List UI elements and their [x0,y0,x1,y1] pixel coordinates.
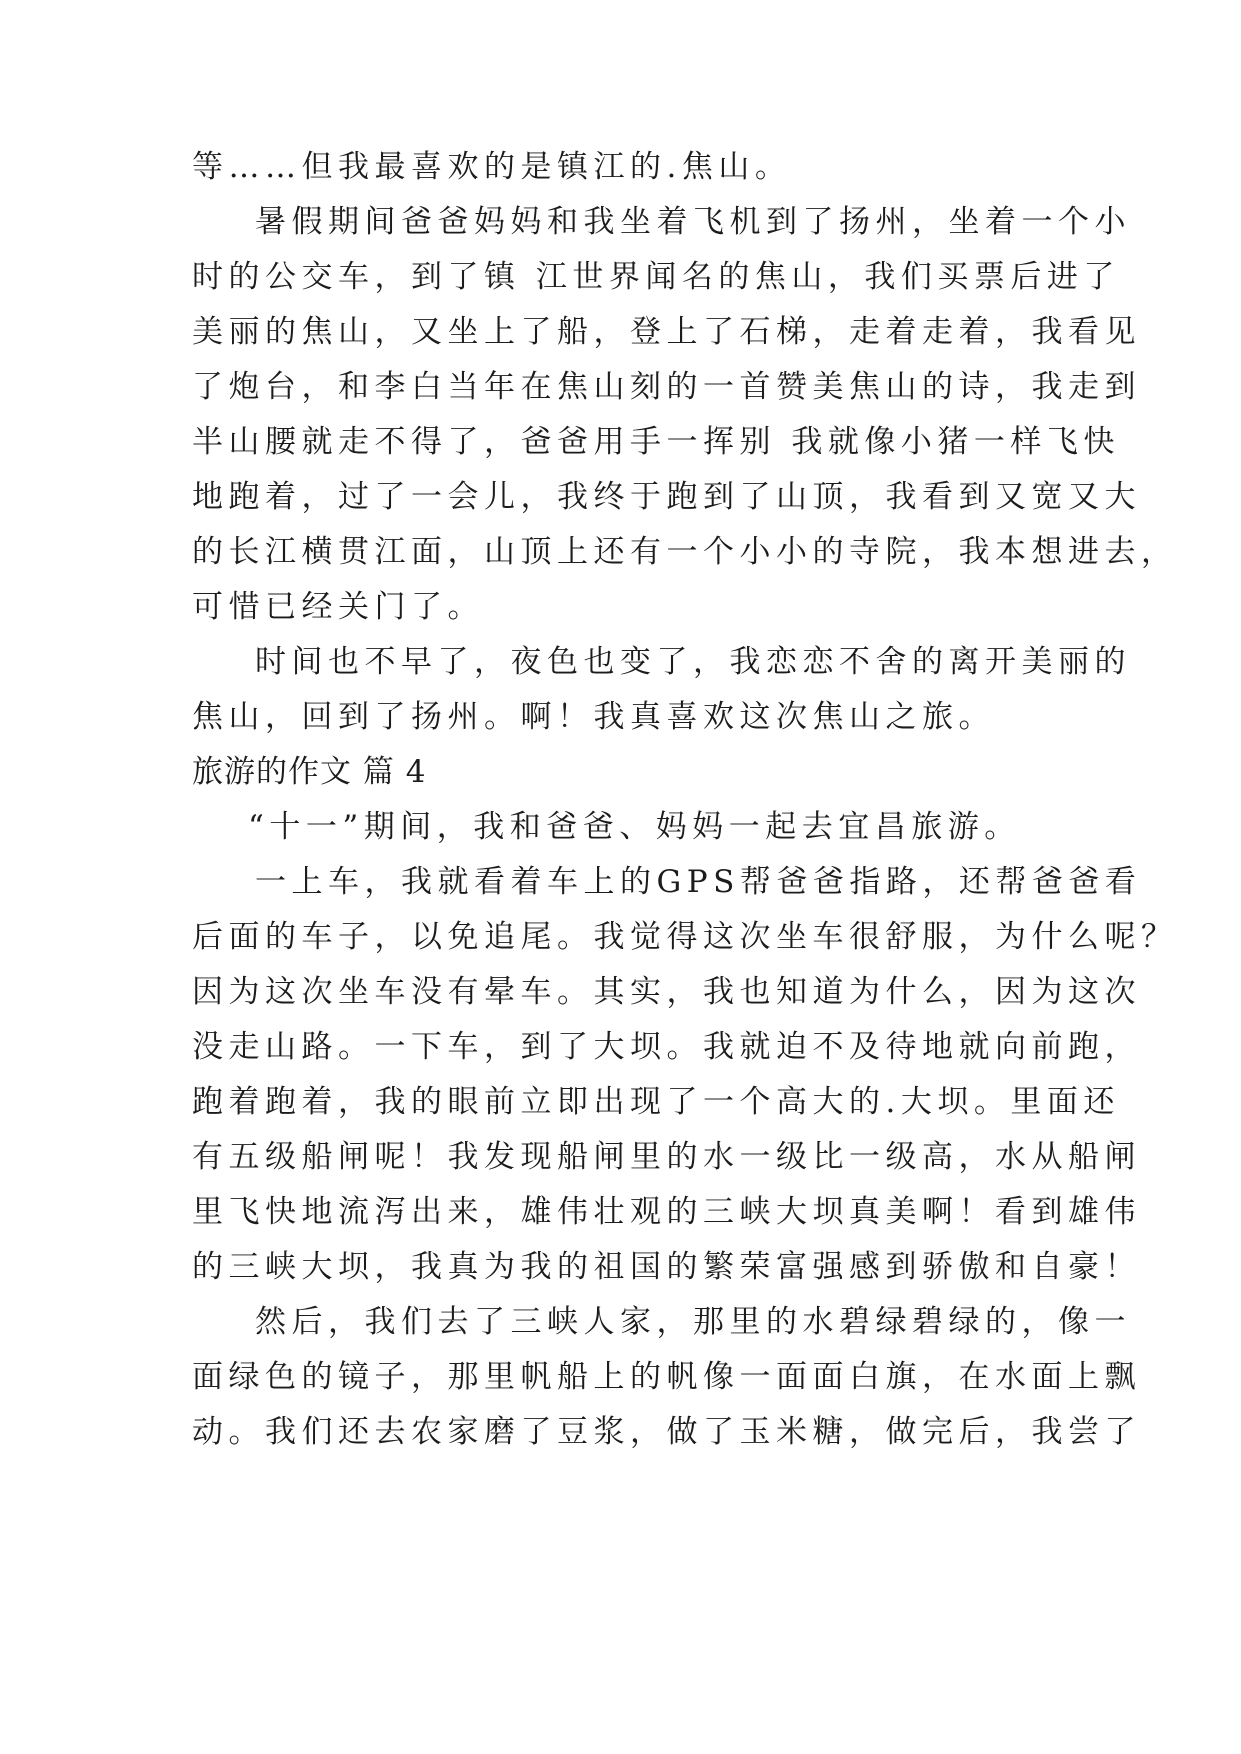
paragraph-line: 然后，我们去了三峡人家，那里的水碧绿碧绿的，像一 [255,1304,1131,1340]
paragraph-line: 跑着跑着，我的眼前立即出现了一个高大的.大坝。里面还 [192,1084,1120,1120]
paragraph-line: 等……但我最喜欢的是镇江的.焦山。 [192,149,792,185]
paragraph-line: 的长江横贯江面，山顶上还有一个小小的寺院，我本想进去， [192,534,1178,570]
paragraph-line: 时的公交车，到了镇 江世界闻名的焦山，我们买票后进了 [192,259,1120,295]
paragraph-line: 里飞快地流泻出来，雄伟壮观的三峡大坝真美啊！看到雄伟 [192,1194,1141,1230]
paragraph-line: 面绿色的镜子，那里帆船上的帆像一面面白旗，在水面上飘 [192,1359,1141,1395]
paragraph-line: 焦山，回到了扬州。啊！我真喜欢这次焦山之旅。 [192,699,995,735]
paragraph-line: 了炮台，和李白当年在焦山刻的一首赞美焦山的诗，我走到 [192,369,1141,405]
paragraph-line: 没走山路。一下车，到了大坝。我就迫不及待地就向前跑， [192,1029,1141,1065]
paragraph-line: “十一”期间，我和爸爸、妈妈一起去宜昌旅游。 [248,809,1021,845]
paragraph-line: 时间也不早了，夜色也变了，我恋恋不舍的离开美丽的 [255,644,1131,680]
paragraph-line: 因为这次坐车没有晕车。其实，我也知道为什么，因为这次 [192,974,1141,1010]
paragraph-line: 地跑着，过了一会儿，我终于跑到了山顶，我看到又宽又大 [192,479,1141,515]
section-heading: 旅游的作文 篇 4 [192,754,427,790]
paragraph-line: 有五级船闸呢！我发现船闸里的水一级比一级高，水从船闸 [192,1139,1141,1175]
paragraph-line: 动。我们还去农家磨了豆浆，做了玉米糖，做完后，我尝了 [192,1414,1141,1450]
paragraph-line: 可惜已经关门了。 [192,589,484,625]
paragraph-line: 一上车，我就看着车上的GPS帮爸爸指路，还帮爸爸看 [255,864,1142,900]
paragraph-line: 半山腰就走不得了，爸爸用手一挥别 我就像小猪一样飞快 [192,424,1120,460]
paragraph-line: 暑假期间爸爸妈妈和我坐着飞机到了扬州，坐着一个小 [255,204,1131,240]
paragraph-line: 美丽的焦山，又坐上了船，登上了石梯，走着走着，我看见 [192,314,1141,350]
paragraph-line: 的三峡大坝，我真为我的祖国的繁荣富强感到骄傲和自豪！ [192,1249,1141,1285]
paragraph-line: 后面的车子，以免追尾。我觉得这次坐车很舒服，为什么呢？ [192,919,1178,955]
